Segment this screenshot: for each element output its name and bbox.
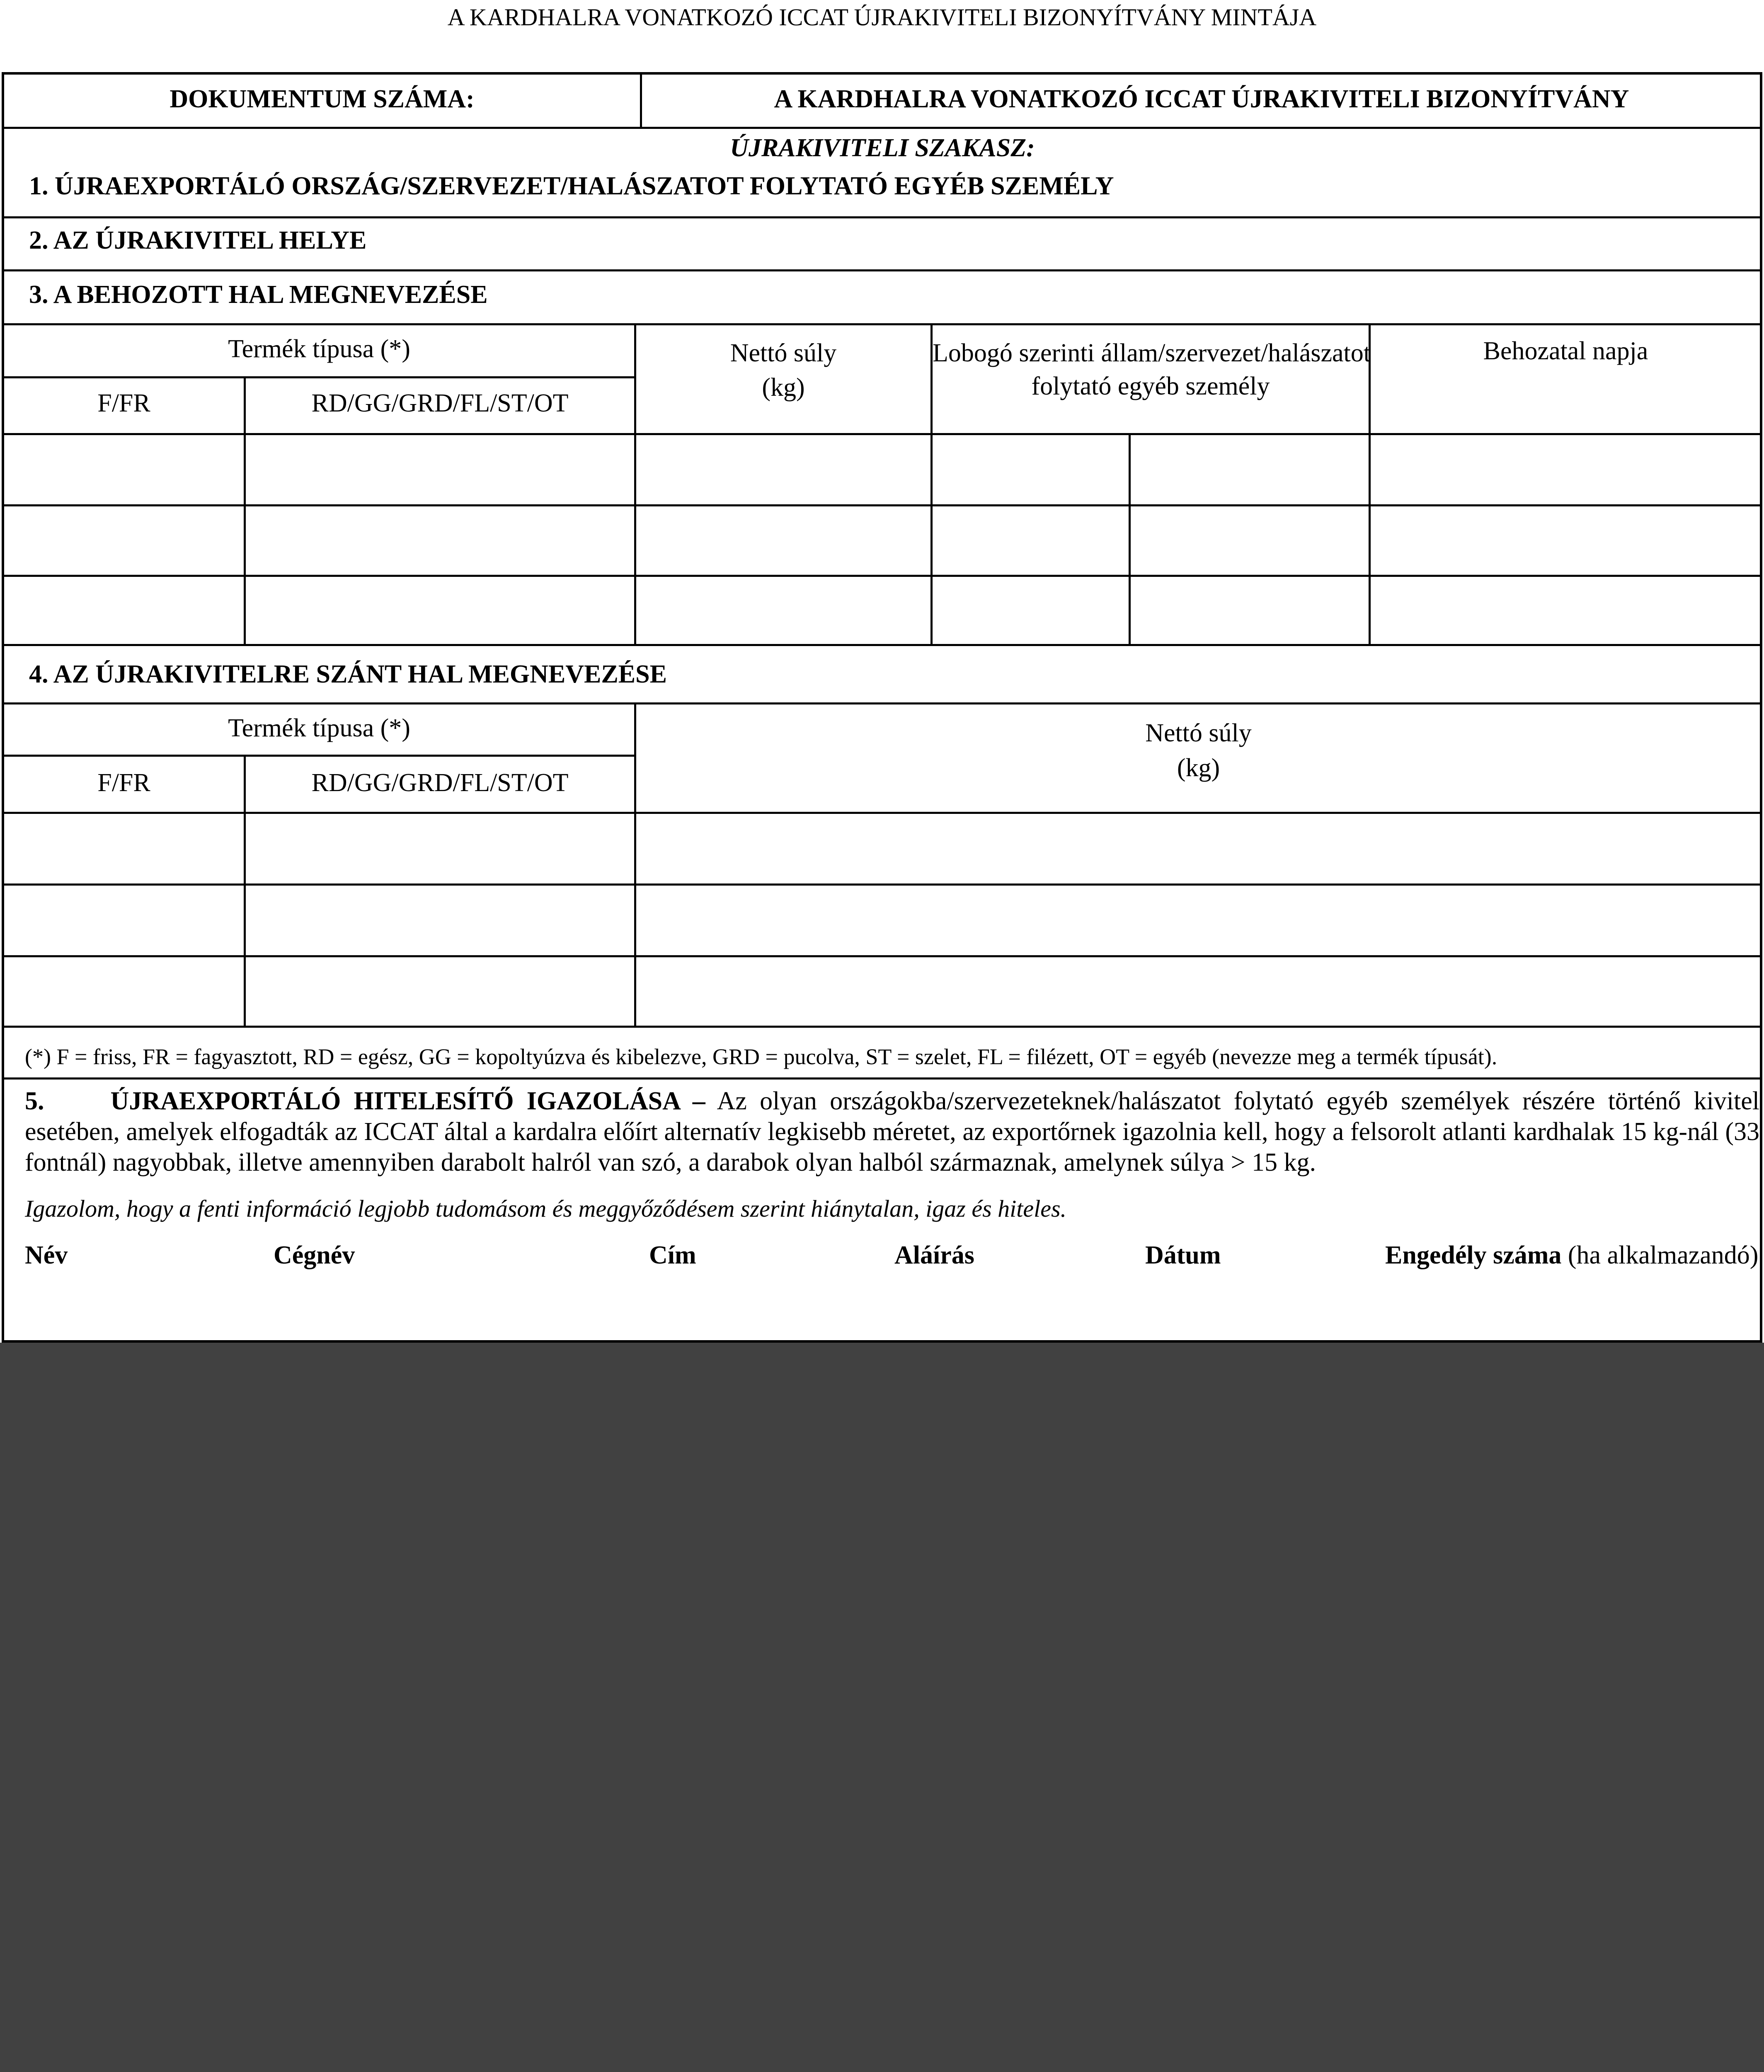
s4-net-weight-unit: (kg) [1177,754,1220,782]
divider [4,1026,1761,1028]
product-type-footnote: (*) F = friss, FR = fagyasztott, RD = egész, GG = kopoltyúzva és kibelezve, GRD = pucolva, ST = szelet, FL = filézett, OT = egyéb (nevezze meg a termék típusát). [25,1044,1497,1069]
empty-background-area [0,1343,1764,2072]
s4-row1-weight-cell[interactable] [636,814,1761,884]
s3-row3-date-cell[interactable] [1371,577,1761,644]
s3-row2-weight-cell[interactable] [636,506,930,575]
section5-text: Az olyan országokba/szervezeteknek/halászatot folytató egyéb személyek részére történő kivitel esetében, amelyek elfogadták az ICCAT által a kardalra előírt alternatív legkisebb méretet, az exportőrnek igazolnia kell, hogy a felsorolt atlanti kardhalak 15 kg-nál (33 fontnál) nagyobbak, illetve amennyiben darabolt halról van szó, a darabok olyan halból származnak, amelynek súlya > 15 kg. [25,1087,1759,1176]
section5-title: ÚJRAEXPORTÁLÓ HITELESÍTŐ IGAZOLÁSA – [110,1087,705,1115]
s3-row2-flag-cell-b[interactable] [1131,506,1369,575]
section1-title: 1. ÚJRAEXPORTÁLÓ ORSZÁG/SZERVEZET/HALÁSZATOT FOLYTATÓ EGYÉB SZEMÉLY [29,172,1114,200]
divider [4,1077,1761,1080]
s3-row3-flag-cell-b[interactable] [1131,577,1369,644]
section5-number: 5. [25,1087,44,1115]
date-field-label: Dátum [1145,1241,1221,1269]
s4-row1-rd-cell[interactable] [246,814,634,884]
s3-row1-ffr-cell[interactable] [4,435,244,504]
s4-col-ffr: F/FR [97,769,150,797]
s3-row1-flag-cell-a[interactable] [933,435,1129,504]
s4-row2-rd-cell[interactable] [246,886,634,955]
s3-row1-weight-cell[interactable] [636,435,930,504]
s3-net-weight-header: Nettó súly [730,339,837,367]
license-field-label [1385,1240,1758,1271]
s3-import-date-header: Behozatal napja [1483,337,1648,365]
reexport-stage-heading: ÚJRAKIVITELI SZAKASZ: [730,134,1035,162]
s3-col-rd: RD/GG/GRD/FL/ST/OT [311,389,569,417]
doc-number-label: DOKUMENTUM SZÁMA: [170,85,475,113]
address-field-label: Cím [649,1241,696,1269]
divider [4,755,634,757]
reexport-certificate-form [2,72,1762,1343]
divider [4,702,1761,704]
s3-row3-flag-cell-a[interactable] [933,577,1129,644]
company-field-label: Cégnév [274,1241,355,1269]
s3-net-weight-unit: (kg) [762,373,805,402]
s3-col-ffr: F/FR [97,389,150,417]
s4-row3-ffr-cell[interactable] [4,957,244,1026]
s4-col-rd: RD/GG/GRD/FL/ST/OT [311,769,569,797]
s3-row2-ffr-cell[interactable] [4,506,244,575]
s3-row2-flag-cell-a[interactable] [933,506,1129,575]
divider [4,216,1761,218]
divider [4,323,1761,325]
divider [4,644,1761,646]
page-title: A KARDHALRA VONATKOZÓ ICCAT ÚJRAKIVITELI BIZONYÍTVÁNY MINTÁJA [447,4,1317,31]
s4-row3-weight-cell[interactable] [636,957,1761,1026]
section5-statement [25,1086,1759,1178]
section3-title: 3. A BEHOZOTT HAL MEGNEVEZÉSE [29,281,488,309]
name-field-label: Név [25,1241,68,1269]
s4-product-type-header: Termék típusa (*) [228,714,410,742]
divider [4,269,1761,271]
s3-row2-date-cell[interactable] [1371,506,1761,575]
s4-row3-rd-cell[interactable] [246,957,634,1026]
s3-row2-rd-cell[interactable] [246,506,634,575]
s3-product-type-header: Termék típusa (*) [228,335,410,363]
divider [4,376,634,378]
s3-flag-state-header-line2: folytató egyéb személy [1031,372,1270,400]
divider [4,127,1761,129]
certificate-title: A KARDHALRA VONATKOZÓ ICCAT ÚJRAKIVITELI BIZONYÍTVÁNY [774,85,1629,113]
s4-row2-weight-cell[interactable] [636,886,1761,955]
s4-row2-ffr-cell[interactable] [4,886,244,955]
s4-net-weight-header: Nettó súly [1145,719,1252,747]
signature-area[interactable] [4,1276,1761,1339]
s4-row1-ffr-cell[interactable] [4,814,244,884]
license-number-label: Engedély száma [1385,1241,1562,1269]
section4-title: 4. AZ ÚJRAKIVITELRE SZÁNT HAL MEGNEVEZÉSE [29,660,667,688]
signature-field-label: Aláírás [894,1241,974,1269]
declaration-text: Igazolom, hogy a fenti információ legjobb tudomásom és meggyőződésem szerint hiánytalan, igaz és hiteles. [25,1195,1067,1222]
s3-row1-date-cell[interactable] [1371,435,1761,504]
section2-title: 2. AZ ÚJRAKIVITEL HELYE [29,226,367,254]
s3-row1-rd-cell[interactable] [246,435,634,504]
s3-row3-ffr-cell[interactable] [4,577,244,644]
s3-row3-weight-cell[interactable] [636,577,930,644]
license-note: (ha alkalmazandó) [1568,1241,1759,1269]
s3-flag-state-header: Lobogó szerinti állam/szervezet/halászatot [933,339,1371,367]
s3-row1-flag-cell-b[interactable] [1131,435,1369,504]
s3-row3-rd-cell[interactable] [246,577,634,644]
